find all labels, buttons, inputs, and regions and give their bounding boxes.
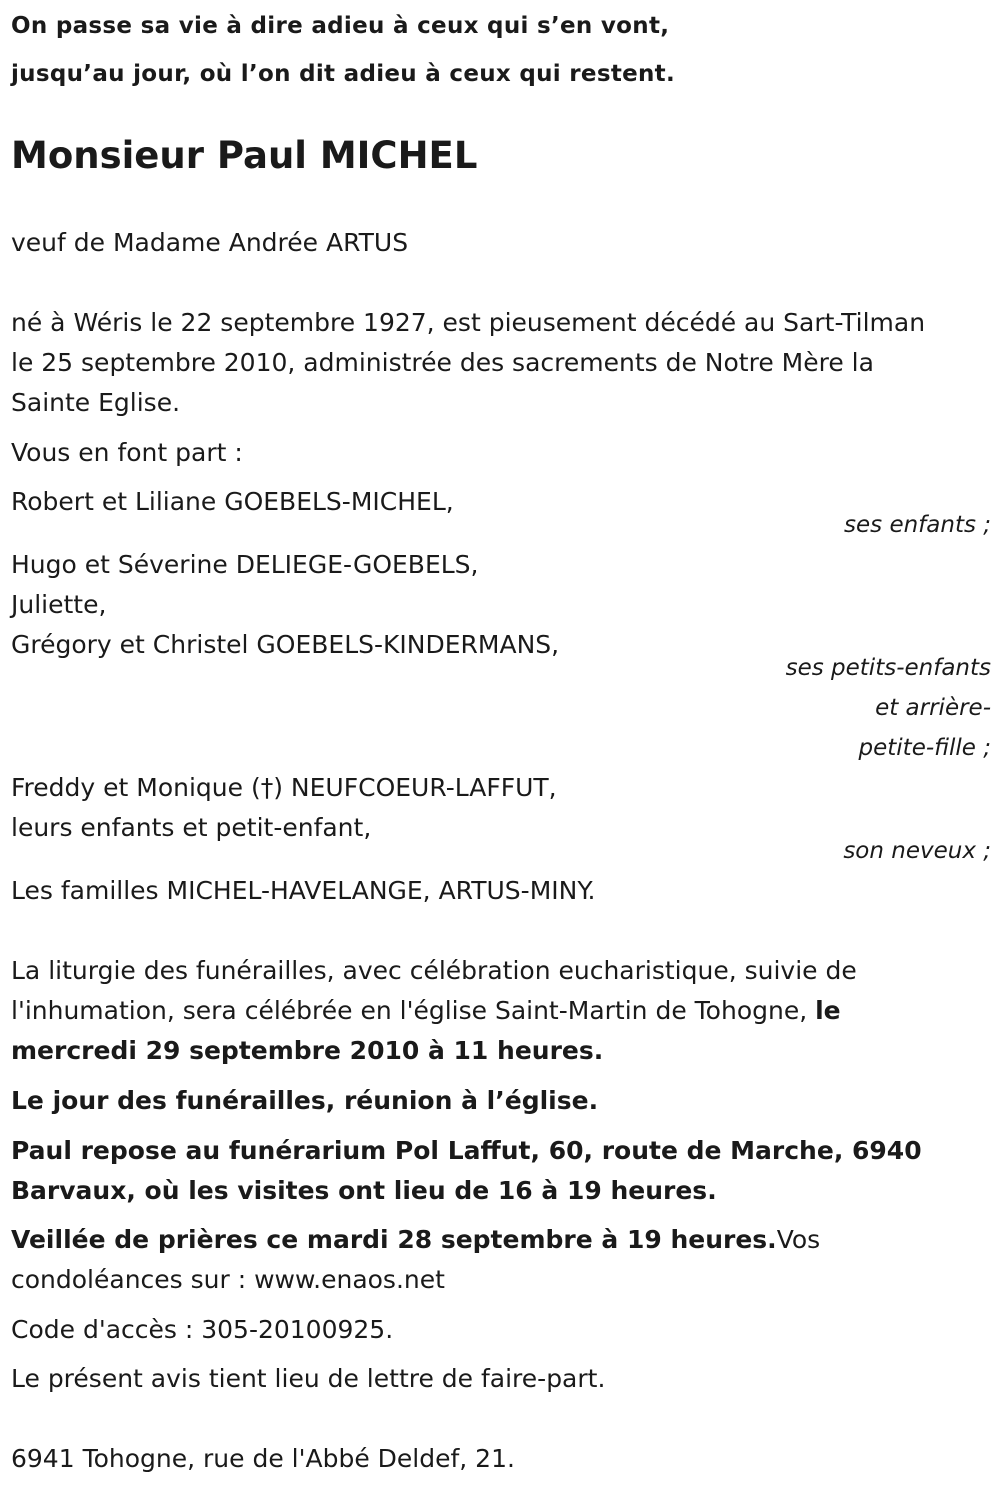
children-relation: ses enfants ; [844, 512, 991, 538]
children-names: Robert et Liliane GOEBELS-MICHEL, [11, 487, 454, 516]
grandchildren-relation-2: et arrière- [875, 695, 991, 721]
vigil-line [11, 1224, 820, 1256]
nephew-relation: son neveux ; [843, 838, 991, 864]
nephew-name-2: leurs enfants et petit-enfant, [11, 813, 372, 842]
announce-line: Vous en font part : [11, 438, 243, 467]
grandchild-name-1: Hugo et Séverine DELIEGE-GOEBELS, [11, 550, 479, 579]
grandchildren-relation-3: petite-fille ; [858, 735, 991, 761]
families-line: Les familles MICHEL-HAVELANGE, ARTUS-MINY. [11, 876, 596, 905]
bio-line-2: le 25 septembre 2010, administrée des sacrements de Notre Mère la [11, 348, 874, 377]
vigil-bold: Veillée de prières ce mardi 28 septembre à 19 heures. [11, 1225, 777, 1254]
notice-line: Le présent avis tient lieu de lettre de faire-part. [11, 1364, 606, 1393]
funeral-line-1: La liturgie des funérailles, avec célébration eucharistique, suivie de [11, 956, 857, 985]
bio-line-1: né à Wéris le 22 septembre 1927, est pieusement décédé au Sart-Tilman [11, 308, 926, 337]
funeral-date-line: mercredi 29 septembre 2010 à 11 heures. [11, 1036, 604, 1065]
condolences-line: condoléances sur : www.enaos.net [11, 1265, 445, 1294]
meeting-line: Le jour des funérailles, réunion à l’église. [11, 1086, 599, 1115]
funeral-line-2-bold: le [815, 996, 841, 1025]
vigil-regular: Vos [776, 1225, 821, 1254]
deceased-name: Monsieur Paul MICHEL [11, 134, 478, 177]
quote-line-1: On passe sa vie à dire adieu à ceux qui s’en vont, [11, 13, 670, 39]
widower-line: veuf de Madame Andrée ARTUS [11, 228, 409, 257]
nephew-name-1: Freddy et Monique (†) NEUFCOEUR-LAFFUT, [11, 773, 557, 802]
grandchildren-relation-1: ses petits-enfants [785, 655, 991, 681]
funeral-line-2 [11, 995, 841, 1027]
grandchild-name-3: Grégory et Christel GOEBELS-KINDERMANS, [11, 630, 560, 659]
quote-line-2: jusqu’au jour, où l’on dit adieu à ceux qui restent. [11, 61, 676, 87]
funeral-line-2-regular: l'inhumation, sera célébrée en l'église Saint-Martin de Tohogne, [11, 996, 808, 1025]
access-code-line: Code d'accès : 305-20100925. [11, 1315, 394, 1344]
bio-line-3: Sainte Eglise. [11, 388, 181, 417]
grandchild-name-2: Juliette, [11, 590, 107, 619]
rest-line-1: Paul repose au funérarium Pol Laffut, 60, route de Marche, 6940 [11, 1136, 922, 1165]
rest-line-2: Barvaux, où les visites ont lieu de 16 à 19 heures. [11, 1176, 717, 1205]
address-line: 6941 Tohogne, rue de l'Abbé Deldef, 21. [11, 1444, 515, 1473]
